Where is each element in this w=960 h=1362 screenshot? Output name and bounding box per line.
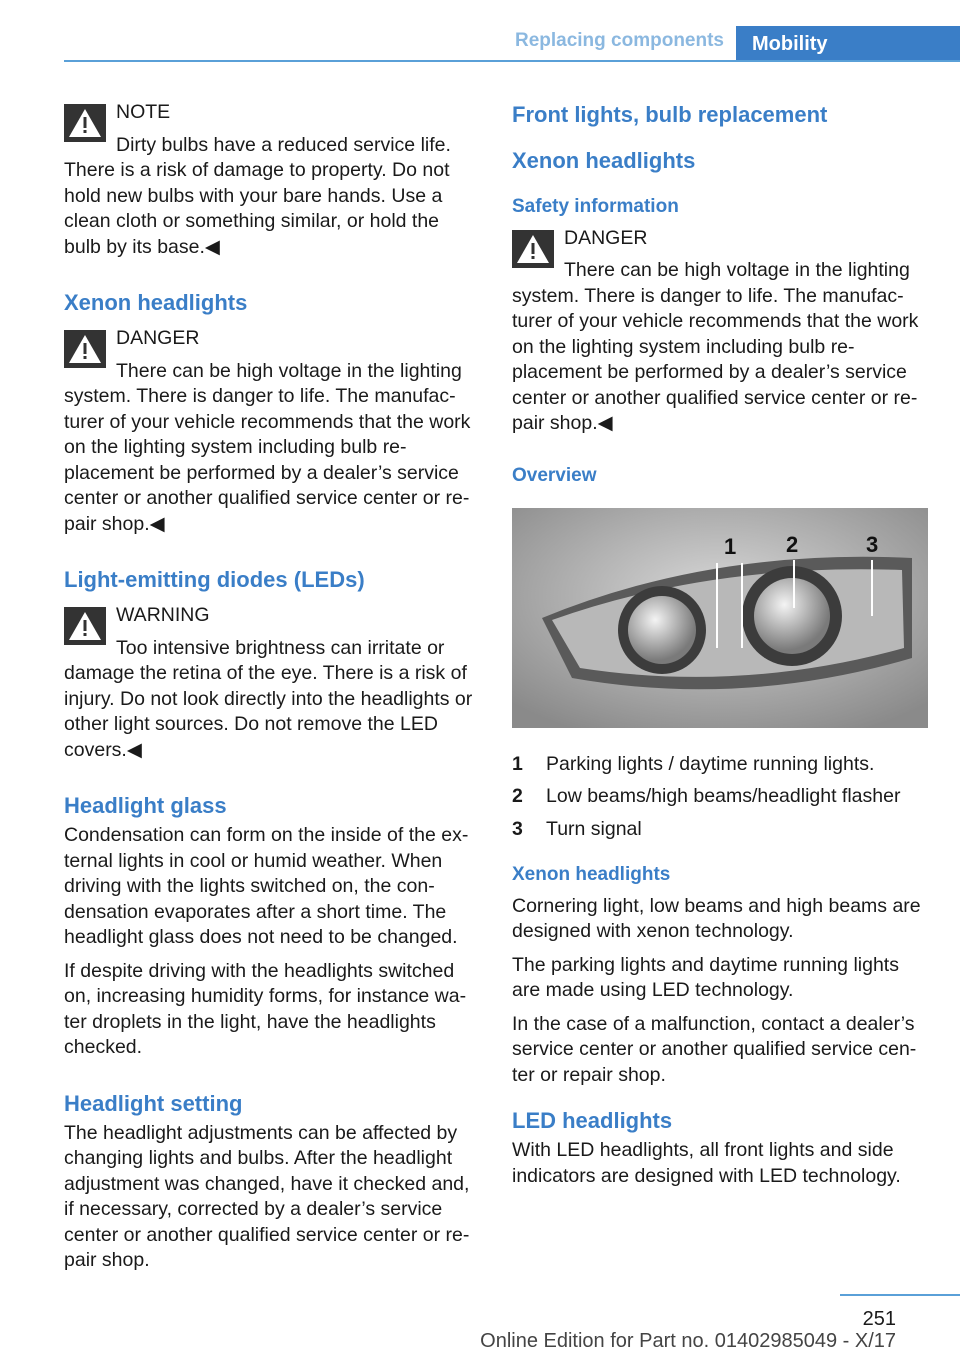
setting-title: Headlight setting <box>64 1090 243 1116</box>
xenon2-p2: The parking lights and daytime running lights are made using LED technology. <box>512 953 899 1001</box>
led-title: Light-emitting diodes (LEDs) <box>64 567 365 592</box>
legend-num: 3 <box>512 817 523 840</box>
led-headlights-p1: With LED headlights, all front lights and side indicators are designed with LED technology. <box>512 1139 901 1187</box>
danger-keyword: DANGER <box>564 226 648 249</box>
xenon-subtitle: Xenon headlights <box>512 148 696 173</box>
glass-p2: If despite driving with the headlights switched on, increasing humidity forms, for instance wa‐ter droplets in the light, have the headlights checked. <box>64 959 467 1058</box>
overview-title: Overview <box>512 464 597 486</box>
warning-keyword: WARNING <box>116 604 210 626</box>
danger-keyword: DANGER <box>116 327 200 349</box>
setting-p1: The headlight adjustments can be affected by changing lights and bulbs. After the headlight adjustment was changed, have it checked and, if necessary, corrected by a dealer’s service center or another qualified service center or re‐pair shop. <box>64 1121 470 1271</box>
xenon2-title: Xenon headlights <box>512 864 671 885</box>
legend-row <box>512 817 928 843</box>
page-footer <box>0 1292 960 1362</box>
page-header <box>64 26 960 62</box>
figure-label-1: 1 <box>724 534 737 559</box>
warning-icon <box>64 607 106 645</box>
xenon2-p3: In the case of a malfunction, contact a dealer’s service center or another qualified service cen‐ter or repair shop. <box>512 1012 917 1086</box>
xenon2-p1: Cornering light, low beams and high beams are designed with xenon technology. <box>512 894 921 942</box>
header-rule <box>64 60 960 62</box>
figure-label-2: 2 <box>786 532 799 557</box>
legend-num: 1 <box>512 752 523 775</box>
glass-title: Headlight glass <box>64 793 227 818</box>
legend-num: 2 <box>512 785 523 807</box>
led-warning-block <box>64 603 480 763</box>
warning-icon <box>512 230 554 268</box>
danger-block-right <box>512 226 928 437</box>
section-title: Front lights, bulb replacement <box>512 102 828 127</box>
header-tab <box>736 26 960 62</box>
warning-icon <box>64 330 106 368</box>
figure-legend <box>512 752 928 843</box>
right-column <box>512 100 928 1197</box>
warning-icon <box>64 104 106 142</box>
lens-right <box>754 578 830 654</box>
legend-row <box>512 752 928 778</box>
header-section: Replacing components <box>514 30 724 51</box>
danger-text: There can be high voltage in the lighting system. There is danger to life. The manufac‐turer of your vehicle recommends that the work on the lighting system including bulb re‐placement be performed by a dealer’s service center or another qualified service center or re‐pair shop.◀ <box>64 359 471 535</box>
legend-text: Turn signal <box>546 817 642 840</box>
led-headlights-title: LED headlights <box>512 1108 673 1133</box>
header-tab-label: Mobility <box>752 33 828 55</box>
danger-block <box>64 326 480 537</box>
legend-text: Low beams/high beams/headlight flasher <box>546 785 901 807</box>
left-column <box>64 100 480 1282</box>
glass-p1: Condensation can form on the inside of the ex‐ternal lights in cool or humid weather. When driving with the lights switched on, the con‐densation evaporates after a short time. The headlight glass does not need to be changed. <box>64 824 469 948</box>
led-warning-text: Too intensive brightness can irritate or damage the retina of the eye. There is a risk of injury. Do not look directly into the headlights or other light sources. Do not remove the LED covers.◀ <box>64 636 473 761</box>
xenon-title: Xenon headlights <box>64 290 248 315</box>
lens-left <box>628 596 696 664</box>
edition-text: Online Edition for Part no. 01402985049 - X/17 <box>480 1330 896 1352</box>
figure-label-3: 3 <box>866 532 879 557</box>
legend-text: Parking lights / daytime running lights. <box>546 752 875 775</box>
note-text: Dirty bulbs have a reduced service life. There is a risk of damage to property. Do not hold new bulbs with your bare hands. Use a clean cloth or something similar, or hold the bulb by its base.◀ <box>64 133 451 258</box>
danger-text: There can be high voltage in the lighting system. There is danger to life. The manufac‐turer of your vehicle recommends that the work on the lighting system including bulb re‐placement be performed by a dealer’s service center or another qualified service center or re‐pair shop.◀ <box>512 259 919 434</box>
note-keyword: NOTE <box>116 101 171 123</box>
footer-rule <box>840 1294 960 1296</box>
safety-title: Safety information <box>512 196 679 217</box>
page-number: 251 <box>862 1308 896 1330</box>
note-block <box>64 100 480 260</box>
headlight-figure <box>512 508 928 728</box>
legend-row <box>512 784 928 810</box>
